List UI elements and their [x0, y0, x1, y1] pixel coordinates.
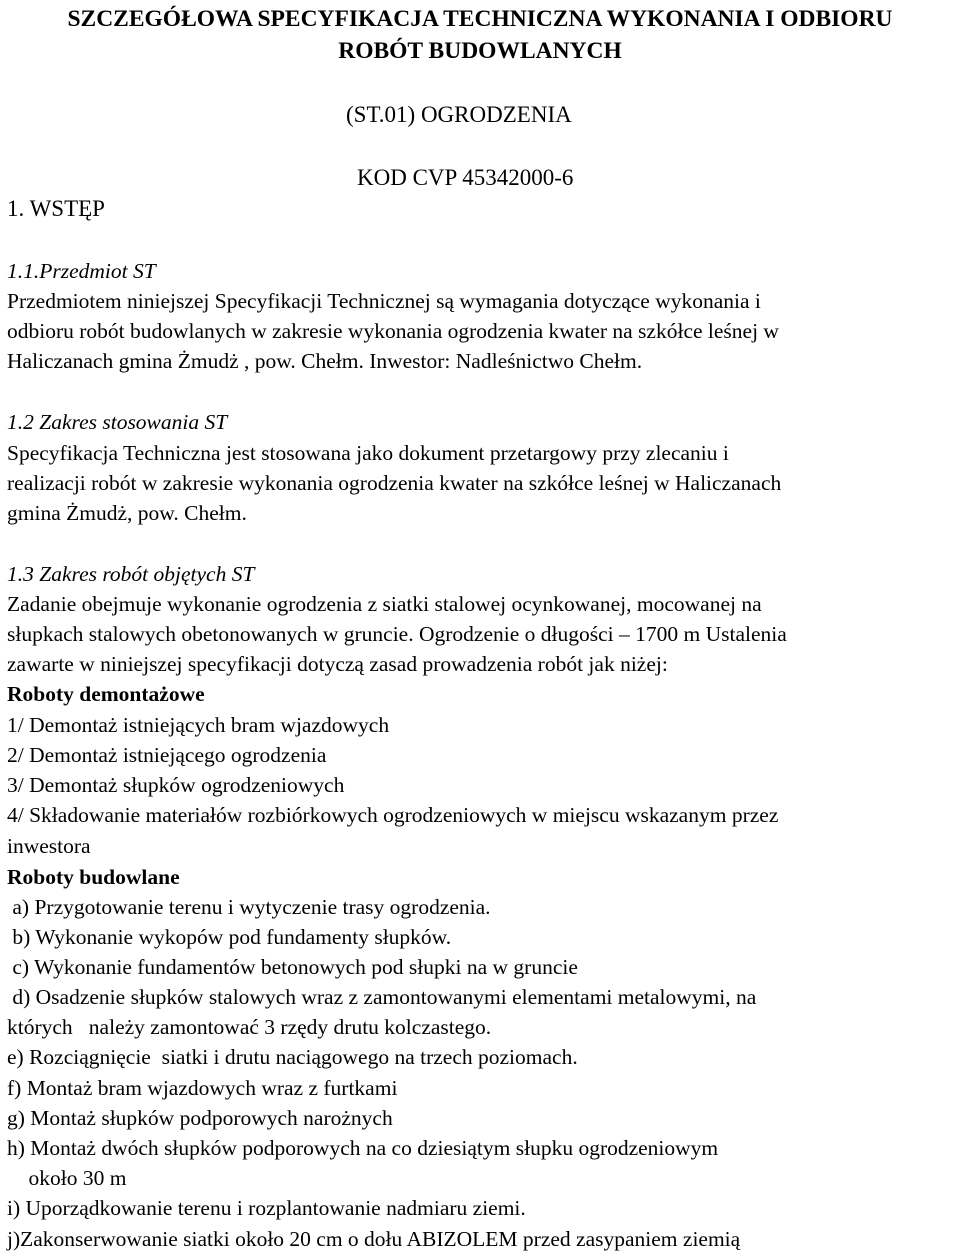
- section-1-2-text-line: gmina Żmudż, pow. Chełm.: [7, 501, 247, 525]
- construction-item: g) Montaż słupków podporowych narożnych: [7, 1106, 393, 1130]
- demolition-item: 3/ Demontaż słupków ogrodzeniowych: [7, 773, 345, 797]
- section-1-2-heading: 1.2 Zakres stosowania ST: [7, 410, 228, 434]
- cpv-code: KOD CVP 45342000-6: [357, 165, 574, 190]
- demolition-works-heading: Roboty demontażowe: [7, 682, 205, 706]
- section-1-3-text-line: zawarte w niniejszej specyfikacji dotyczą zasad prowadzenia robót jak niżej:: [7, 652, 668, 676]
- construction-item: i) Uporządkowanie terenu i rozplantowanie nadmiaru ziemi.: [7, 1196, 526, 1220]
- section-1-3-text-line: słupkach stalowych obetonowanych w gruncie. Ogrodzenie o długości – 1700 m Ustalenia: [7, 622, 787, 646]
- chapter-heading: 1. WSTĘP: [7, 196, 105, 221]
- construction-item: f) Montaż bram wjazdowych wraz z furtkami: [7, 1076, 398, 1100]
- construction-item: j)Zakonserwowanie siatki około 20 cm o dołu ABIZOLEM przed zasypaniem ziemią: [7, 1227, 741, 1251]
- document-title-line-2: ROBÓT BUDOWLANYCH: [338, 38, 622, 64]
- construction-item: c) Wykonanie fundamentów betonowych pod słupki na w gruncie: [7, 955, 578, 979]
- demolition-item: 1/ Demontaż istniejących bram wjazdowych: [7, 713, 390, 737]
- demolition-item: 4/ Składowanie materiałów rozbiórkowych ogrodzeniowych w miejscu wskazanym przez: [7, 803, 779, 827]
- section-1-3-text-line: Zadanie obejmuje wykonanie ogrodzenia z siatki stalowej ocynkowanej, mocowanej na: [7, 592, 762, 616]
- construction-item: b) Wykonanie wykopów pod fundamenty słupków.: [7, 925, 452, 949]
- document-title-line-1: SZCZEGÓŁOWA SPECYFIKACJA TECHNICZNA WYKONANIA I ODBIORU: [67, 6, 893, 32]
- document-subtitle: (ST.01) OGRODZENIA: [346, 102, 572, 127]
- construction-item: d) Osadzenie słupków stalowych wraz z zamontowanymi elementami metalowymi, na: [7, 985, 757, 1009]
- section-1-1-heading: 1.1.Przedmiot ST: [7, 259, 156, 283]
- section-1-1-text-line: Haliczanach gmina Żmudż , pow. Chełm. Inwestor: Nadleśnictwo Chełm.: [7, 349, 643, 373]
- construction-works-heading: Roboty budowlane: [7, 865, 180, 889]
- demolition-item: inwestora: [7, 834, 91, 858]
- section-1-2-text-line: realizacji robót w zakresie wykonania ogrodzenia kwater na szkółce leśnej w Haliczanach: [7, 471, 782, 495]
- section-1-1-text-line: Przedmiotem niniejszej Specyfikacji Technicznej są wymagania dotyczące wykonania i: [7, 289, 761, 313]
- section-1-3-heading: 1.3 Zakres robót objętych ST: [7, 562, 255, 586]
- section-1-1-text-line: odbioru robót budowlanych w zakresie wykonania ogrodzenia kwater na szkółce leśnej w: [7, 319, 779, 343]
- construction-item: a) Przygotowanie terenu i wytyczenie trasy ogrodzenia.: [7, 895, 491, 919]
- demolition-item: 2/ Demontaż istniejącego ogrodzenia: [7, 743, 327, 767]
- construction-item: e) Rozciągnięcie siatki i drutu naciągowego na trzech poziomach.: [7, 1045, 578, 1069]
- construction-item: h) Montaż dwóch słupków podporowych na co dziesiątym słupku ogrodzeniowym: [7, 1136, 719, 1160]
- construction-item: których należy zamontować 3 rzędy drutu kolczastego.: [7, 1015, 492, 1039]
- construction-item: około 30 m: [7, 1166, 127, 1190]
- section-1-2-text-line: Specyfikacja Techniczna jest stosowana jako dokument przetargowy przy zlecaniu i: [7, 441, 729, 465]
